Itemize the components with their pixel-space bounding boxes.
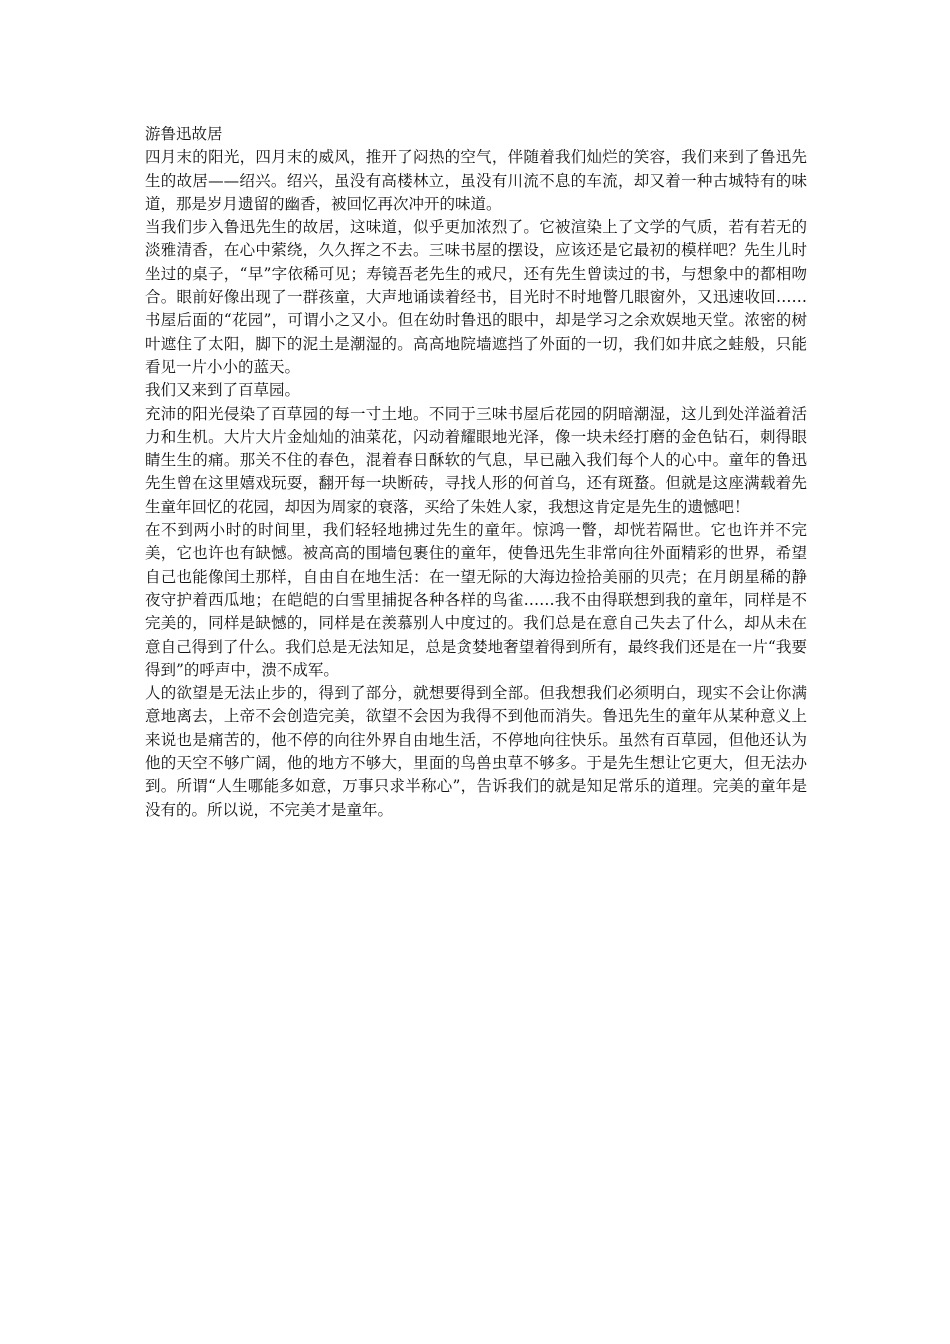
paragraph-sanwei-study: 当我们步入鲁迅先生的故居，这味道，似乎更加浓烈了。它被渲染上了文学的气质，若有若无的淡雅清香，在心中萦绕，久久挥之不去。三味书屋的摆设，应该还是它最初的模样吧？先生儿时坐过的桌子，“早”字依稀可见；寿镜吾老先生的戒尺，还有先生曾读过的书，与想象中的都相吻合。眼前好像出现了一群孩童，大声地诵读着经书，目光时不时地瞥几眼窗外，又迅速收回……书屋后面的“花园”，可谓小之又小。但在幼时鲁迅的眼中，却是学习之余欢娱地天堂。浓密的树叶遮住了太阳，脚下的泥土是潮湿的。高高地院墙遮挡了外面的一切，我们如井底之蛙般，只能看见一片小小的蓝天。 xyxy=(145,218,807,376)
paragraph-intro: 四月末的阳光，四月末的威风，推开了闷热的空气，伴随着我们灿烂的笑容，我们来到了鲁迅先生的故居——绍兴。绍兴，虽没有高楼林立，虽没有川流不息的车流，却又着一种古城特有的味道，那是岁月遗留的幽香，被回忆再次冲开的味道。 xyxy=(145,148,807,213)
paragraph-baicao-arrival: 我们又来到了百草园。 xyxy=(145,381,301,400)
paragraph-baicao-garden: 充沛的阳光侵染了百草园的每一寸土地。不同于三味书屋后花园的阴暗潮湿，这儿到处洋溢着活力和生机。大片大片金灿灿的油菜花，闪动着耀眼地光泽，像一块未经打磨的金色钻石，刺得眼睛生生的痛。那关不住的春色，混着春日酥软的气息，早已融入我们每个人的心中。童年的鲁迅先生曾在这里嬉戏玩耍，翻开每一块断砖，寻找人形的何首乌，还有斑蝥。但就是这座满载着先生童年回忆的花园，却因为周家的衰落，买给了朱姓人家，我想这肯定是先生的遗憾吧！ xyxy=(145,404,807,516)
paragraph-conclusion: 人的欲望是无法止步的，得到了部分，就想要得到全部。但我想我们必须明白，现实不会让你满意地离去，上帝不会创造完美，欲望不会因为我得不到他而消失。鲁迅先生的童年从某种意义上来说也是痛苦的，他不停的向往外界自由地生活，不停地向往快乐。虽然有百草园，但他还认为他的天空不够广阔，他的地方不够大，里面的鸟兽虫草不够多。于是先生想让它更大，但无法办到。所谓“人生哪能多如意，万事只求半称心”，告诉我们的就是知足常乐的道理。完美的童年是没有的。所以说，不完美才是童年。 xyxy=(145,684,807,819)
paragraph-childhood-reflection: 在不到两小时的时间里，我们轻轻地拂过先生的童年。惊鸿一瞥，却恍若隔世。它也许并不完美，它也许也有缺憾。被高高的围墙包裹住的童年，使鲁迅先生非常向往外面精彩的世界，希望自己也能像闰土那样，自由自在地生活：在一望无际的大海边捡拾美丽的贝壳；在月朗星稀的静夜守护着西瓜地；在皑皑的白雪里捕捉各种各样的鸟雀……我不由得联想到我的童年，同样是不完美的，同样是缺憾的，同样是在羡慕别人中度过的。我们总是在意自己失去了什么，却从未在意自己得到了什么。我们总是无法知足，总是贪婪地奢望着得到所有，最终我们还是在一片“我要得到”的呼声中，溃不成军。 xyxy=(145,521,807,679)
document-page xyxy=(145,123,807,822)
document-title: 游鲁迅故居 xyxy=(145,125,223,143)
